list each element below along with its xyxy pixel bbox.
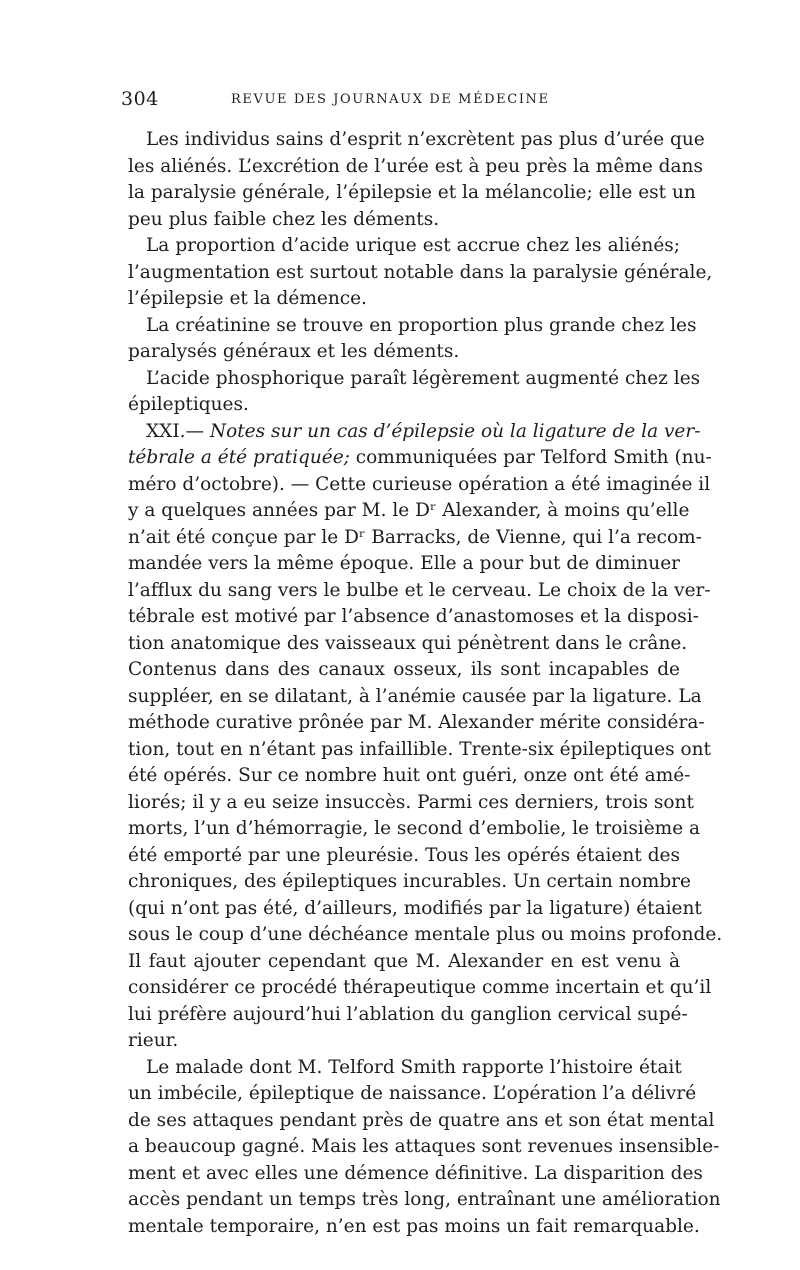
text-line [128, 445, 712, 472]
paragraph [128, 313, 697, 366]
text-line: considérer ce procédé thérapeutique comme incertain et qu’il [128, 977, 712, 998]
section-xxi [128, 419, 723, 1055]
text-line: tion, tout en n’étant pas infaillible. Trente-six épileptiques ont [128, 738, 711, 760]
text-line: L’acide phosphorique paraît légèrement augmenté chez les [146, 367, 701, 389]
text-line: de ses attaques pendant près de quatre ans et son état mental [128, 1109, 715, 1131]
article-source: communiquées par Telford Smith (nu- [349, 447, 712, 468]
text-line: l’épilepsie et la démence. [128, 288, 367, 309]
text-line: liorés; il y a eu seize insuccès. Parmi ces derniers, trois sont [128, 791, 694, 813]
text-line: mandée vers la même époque. Elle a pour but de diminuer [128, 553, 680, 574]
text-line: méro d’octobre). — Cette curieuse opération a été imaginée il [128, 473, 711, 495]
text-line: (qui n’ont pas été, d’ailleurs, modifiés par la ligature) étaient [128, 897, 702, 919]
body-text [128, 127, 723, 1240]
text-line: a beaucoup gagné. Mais les attaques sont revenues insensible- [128, 1136, 720, 1157]
page-header [121, 88, 681, 114]
text-line: sous le coup d’une déchéance mentale plus ou moins profonde. [128, 924, 723, 945]
text-line: morts, l’un d’hémorragie, le second d’embolie, le troisième a [128, 818, 701, 839]
text-line: tébrale est motivé par l’absence d’anastomoses et la disposi- [128, 606, 699, 627]
section-heading-line [128, 419, 701, 446]
text-line: épileptiques. [128, 394, 249, 415]
article-title: Notes sur un cas d’épilepsie où la ligature de la ver- [209, 420, 701, 442]
text-line: un imbécile, épileptique de naissance. L’opération l’a délivré [128, 1083, 697, 1104]
text-line: ment et avec elles une démence définitive. La disparition des [128, 1162, 703, 1184]
text-line: chroniques, des épileptiques incurables. Un certain nombre [128, 871, 691, 892]
text-line: l’augmentation est surtout notable dans la paralysie générale, [128, 261, 713, 283]
text-line: Le malade dont M. Telford Smith rapporte l’histoire était [146, 1056, 682, 1078]
text-line: La créatinine se trouve en proportion plus grande chez les [146, 314, 697, 336]
text-line: y a quelques années par M. le Dʳ Alexander, à moins qu’elle [128, 500, 690, 521]
page-number: 304 [121, 88, 159, 110]
text-line: Il faut ajouter cependant que M. Alexander en est venu à [128, 950, 680, 972]
text-line: accès pendant un temps très long, entraînant une amélioration [128, 1189, 721, 1210]
text-line: rieur. [128, 1030, 179, 1051]
paragraph [128, 366, 701, 419]
text-line: n’ait été conçue par le Dʳ Barracks, de Vienne, qui l’a recom- [128, 526, 702, 548]
text-line: la paralysie générale, l’épilepsie et la mélancolie; elle est un [128, 182, 696, 203]
text-line: suppléer, en se dilatant, à l’anémie causée par la ligature. La [128, 685, 702, 707]
text-line: méthode curative prônée par M. Alexander mérite considéra- [128, 712, 705, 733]
text-line: l’afflux du sang vers le bulbe et le cerveau. Le choix de la ver- [128, 579, 711, 601]
text-line: tion anatomique des vaisseaux qui pénètrent dans le crâne. [128, 632, 688, 654]
section-number: XXI.— [146, 420, 210, 442]
article-title-continued: tébrale a été pratiquée; [128, 447, 350, 468]
text-line: peu plus faible chez les déments. [128, 208, 440, 230]
text-line: Les individus sains d’esprit n’excrètent pas plus d’urée que [146, 129, 705, 150]
text-line: été emporté par une pleurésie. Tous les opérés étaient des [128, 844, 680, 866]
paragraph [128, 127, 705, 233]
text-line: La proportion d’acide urique est accrue chez les aliénés; [146, 235, 680, 256]
text-line: paralysés généraux et les déments. [128, 341, 460, 362]
text-line: mentale temporaire, n’en est pas moins un fait remarquable. [128, 1215, 700, 1237]
paragraph [128, 1055, 721, 1241]
text-line: les aliénés. L’excrétion de l’urée est à peu près la même dans [128, 155, 703, 177]
text-line: lui préfère aujourd’hui l’ablation du ganglion cervical supé- [128, 1003, 688, 1025]
text-line: Contenus dans des canaux osseux, ils sont incapables de [128, 659, 680, 680]
text-line: été opérés. Sur ce nombre huit ont guéri, onze ont été amé- [128, 765, 691, 786]
paragraph [128, 233, 713, 313]
running-head: REVUE DES JOURNAUX DE MÉDECINE [231, 92, 550, 107]
